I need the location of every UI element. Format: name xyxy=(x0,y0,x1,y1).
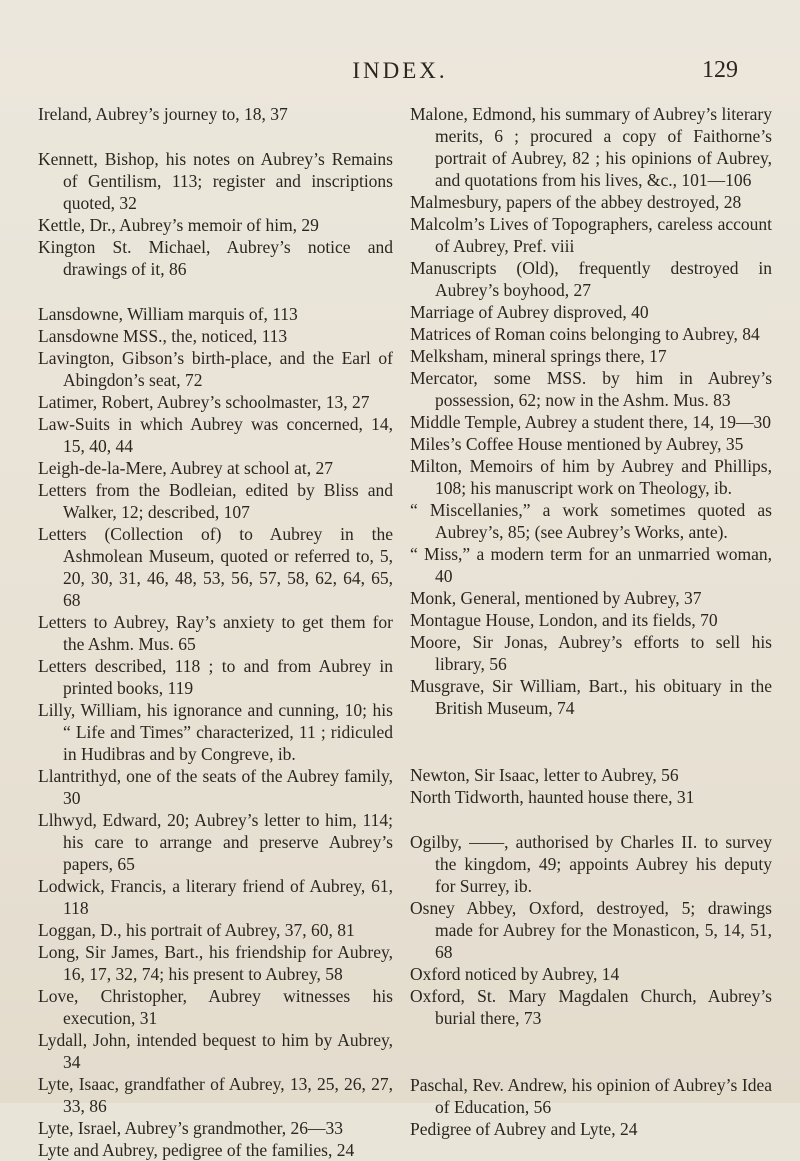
index-entry: Montague House, London, and its fields, 70 xyxy=(410,610,718,630)
index-entry: Kennett, Bishop, his notes on Aubrey’s Remains of Gentilism, 113; register and inscriptions quoted, 32 xyxy=(38,149,393,213)
index-entry: Pedigree of Aubrey and Lyte, 24 xyxy=(410,1119,638,1139)
page-number: 129 xyxy=(702,57,738,83)
index-entry: Paschal, Rev. Andrew, his opinion of Aubrey’s Idea of Education, 56 xyxy=(410,1075,772,1117)
index-entry: Oxford noticed by Aubrey, 14 xyxy=(410,964,620,984)
index-entry: Mercator, some MSS. by him in Aubrey’s possession, 62; now in the Ashm. Mus. 83 xyxy=(410,368,772,410)
index-entry: Ireland, Aubrey’s journey to, 18, 37 xyxy=(38,104,288,124)
index-entry: “ Miscellanies,” a work sometimes quoted as Aubrey’s, 85; (see Aubrey’s Works, ante). xyxy=(410,500,772,542)
entry-spacer xyxy=(38,125,393,148)
index-entry: Lyte, Israel, Aubrey’s grandmother, 26—33 xyxy=(38,1118,343,1138)
index-entry: Newton, Sir Isaac, letter to Aubrey, 56 xyxy=(410,765,679,785)
index-entry: Musgrave, Sir William, Bart., his obituary in the British Museum, 74 xyxy=(410,676,772,718)
index-entry: Lyte and Aubrey, pedigree of the families, 24 xyxy=(38,1140,355,1160)
index-entry: Ogilby, ——, authorised by Charles II. to survey the kingdom, 49; appoints Aubrey his deputy for Surrey, ib. xyxy=(410,832,772,896)
index-entry: Lyte, Isaac, grandfather of Aubrey, 13, 25, 26, 27, 33, 86 xyxy=(38,1074,393,1116)
index-entry: Milton, Memoirs of him by Aubrey and Phillips, 108; his manuscript work on Theology, ib. xyxy=(410,456,772,498)
index-entry: Long, Sir James, Bart., his friendship for Aubrey, 16, 17, 32, 74; his present to Aubrey, 58 xyxy=(38,942,393,984)
index-entry: Lilly, William, his ignorance and cunning, 10; his “ Life and Times” characterized, 11 ; ridiculed in Hudibras and by Congreve, ib. xyxy=(38,700,393,764)
index-entry: Marriage of Aubrey disproved, 40 xyxy=(410,302,649,322)
index-entry: Lavington, Gibson’s birth-place, and the Earl of Abingdon’s seat, 72 xyxy=(38,348,393,390)
index-entry: Law-Suits in which Aubrey was concerned, 14, 15, 40, 44 xyxy=(38,414,393,456)
index-entry: Miles’s Coffee House mentioned by Aubrey, 35 xyxy=(410,434,744,454)
index-entry: Lodwick, Francis, a literary friend of Aubrey, 61, 118 xyxy=(38,876,393,918)
index-entry: Malcolm’s Lives of Topographers, careless account of Aubrey, Pref. viii xyxy=(410,214,772,256)
index-entry: Matrices of Roman coins belonging to Aubrey, 84 xyxy=(410,324,760,344)
entry-spacer xyxy=(38,280,393,303)
running-head xyxy=(0,58,800,88)
index-entry: Llhwyd, Edward, 20; Aubrey’s letter to him, 114; his care to arrange and preserve Aubrey’s papers, 65 xyxy=(38,810,393,874)
index-entry: Loggan, D., his portrait of Aubrey, 37, 60, 81 xyxy=(38,920,355,940)
index-column-right xyxy=(410,103,772,1140)
index-entry: Leigh-de-la-Mere, Aubrey at school at, 27 xyxy=(38,458,333,478)
index-entry: Letters described, 118 ; to and from Aubrey in printed books, 119 xyxy=(38,656,393,698)
entry-spacer xyxy=(410,719,772,764)
index-entry: “ Miss,” a modern term for an unmarried woman, 40 xyxy=(410,544,772,586)
entry-spacer xyxy=(410,808,772,831)
index-entry: Llantrithyd, one of the seats of the Aubrey family, 30 xyxy=(38,766,393,808)
index-entry: Malone, Edmond, his summary of Aubrey’s literary merits, 6 ; procured a copy of Faithorne’s portrait of Aubrey, 82 ; his opinions of Aubrey, and quotations from his lives, &c., 101—106 xyxy=(410,104,772,190)
index-entry: Melksham, mineral springs there, 17 xyxy=(410,346,667,366)
index-entry: Manuscripts (Old), frequently destroyed in Aubrey’s boyhood, 27 xyxy=(410,258,772,300)
index-entry: Lydall, John, intended bequest to him by Aubrey, 34 xyxy=(38,1030,393,1072)
index-entry: Letters to Aubrey, Ray’s anxiety to get them for the Ashm. Mus. 65 xyxy=(38,612,393,654)
index-entry: Oxford, St. Mary Magdalen Church, Aubrey’s burial there, 73 xyxy=(410,986,772,1028)
page-title: INDEX. xyxy=(352,58,448,83)
index-entry: Letters (Collection of) to Aubrey in the Ashmolean Museum, quoted or referred to, 5, 20, 30, 31, 46, 48, 53, 56, 57, 58, 62, 64, 65, 68 xyxy=(38,524,393,610)
index-entry: Osney Abbey, Oxford, destroyed, 5; drawings made for Aubrey for the Monasticon, 5, 14, 51, 68 xyxy=(410,898,772,962)
index-entry: Letters from the Bodleian, edited by Bliss and Walker, 12; described, 107 xyxy=(38,480,393,522)
index-entry: Lansdowne, William marquis of, 113 xyxy=(38,304,298,324)
index-entry: Lansdowne MSS., the, noticed, 113 xyxy=(38,326,288,346)
entry-spacer xyxy=(410,1029,772,1074)
index-entry: Love, Christopher, Aubrey witnesses his execution, 31 xyxy=(38,986,393,1028)
index-entry: Monk, General, mentioned by Aubrey, 37 xyxy=(410,588,702,608)
index-entry: Kington St. Michael, Aubrey’s notice and drawings of it, 86 xyxy=(38,237,393,279)
index-entry: Latimer, Robert, Aubrey’s schoolmaster, 13, 27 xyxy=(38,392,370,412)
index-entry: Malmesbury, papers of the abbey destroyed, 28 xyxy=(410,192,742,212)
index-entry: Kettle, Dr., Aubrey’s memoir of him, 29 xyxy=(38,215,319,235)
index-entry: North Tidworth, haunted house there, 31 xyxy=(410,787,695,807)
index-entry: Middle Temple, Aubrey a student there, 14, 19—30 xyxy=(410,412,772,432)
index-entry: Moore, Sir Jonas, Aubrey’s efforts to sell his library, 56 xyxy=(410,632,772,674)
index-column-left xyxy=(38,103,393,1161)
